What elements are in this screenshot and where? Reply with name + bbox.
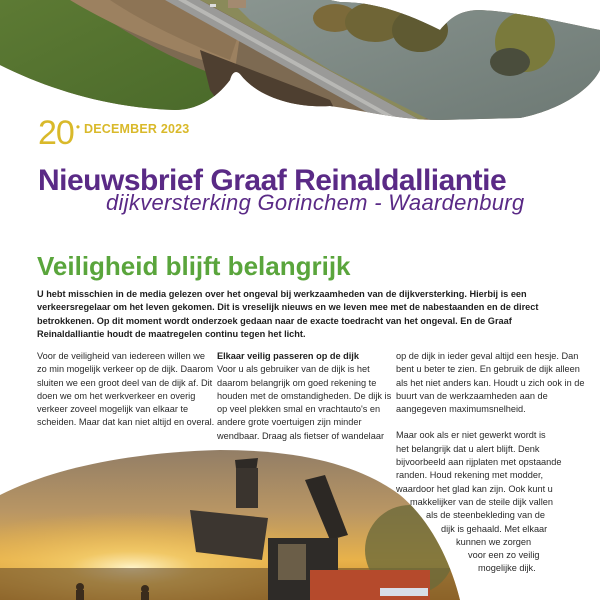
- top-aerial-photo: [0, 0, 600, 130]
- column-3-line: makkelijker van de steile dijk vallen: [410, 496, 553, 507]
- date-month-year: DECEMBER 2023: [84, 122, 190, 136]
- date-day: 20: [38, 114, 74, 152]
- column-3-line: voor een zo veilig: [468, 550, 540, 561]
- column-3-line: mogelijke dijk.: [478, 563, 536, 574]
- newsletter-title: Nieuwsbrief Graaf Reinaldalliantie: [38, 164, 507, 197]
- article-headline: Veiligheid blijft belangrijk: [37, 251, 351, 281]
- article-column-2: [217, 350, 397, 443]
- column-3-line: randen. Houd rekening met modder,: [396, 470, 544, 481]
- column-3-line: bijvoorbeeld aan rijplaten met opstaande: [396, 457, 562, 468]
- newsletter-subtitle: dijkversterking Gorinchem - Waardenburg: [106, 190, 525, 215]
- column-3-line: kunnen we zorgen: [456, 536, 532, 547]
- article-lead: U hebt misschien in de media gelezen over het ongeval bij werkzaamheden van de dijkversterking. Hierbij is een verkeersregelaar om het leven gekomen. Dit is vreselijk nieuws en we leven mee met de nabestaanden en de direct betrokkenen. Op dit moment wordt onderzoek gedaan naar de exacte toedracht van het ongeval. En de Graaf Reinaldalliantie houdt de maatregelen continu tegen het licht.: [37, 289, 539, 339]
- issue-date: [38, 116, 189, 150]
- column-3-line: Maar ook als er niet gewerkt wordt is: [396, 430, 546, 441]
- date-separator: •: [75, 120, 81, 134]
- column-3-line: het belangrijk dat u alert blijft. Denk: [396, 443, 540, 454]
- column-2-text: Voor u als gebruiker van de dijk is het daarom belangrijk om goed rekening te houden met de omstandigheden. De dijk is op veel plekken smal en vrachtauto's en andere grote voertuigen zijn minder wendbaar. Draag als fietser of wandelaar: [217, 364, 392, 441]
- column-3-line: als de steenbekleding van de: [426, 510, 546, 521]
- column-3-paragraph-1: op de dijk in ieder geval altijd een hesje. Dan bent u beter te zien. En gebruik de dijk alleen als het niet anders kan. Houdt u zich ook in de buurt van de werkzaamheden aan de aangegeven maximumsnelheid.: [396, 351, 585, 415]
- column-1-text: Voor de veiligheid van iedereen willen we zo min mogelijk verkeer op de dijk. Daarom sluiten we een groot deel van de dijk af. Dit doen we om het werkverkeer en overig verkeer zoveel mogelijk van elkaar te scheiden. Maar dat kan niet altijd en overal.: [37, 351, 215, 428]
- column-3-line: waardoor het glad kan zijn. Ook kunt u: [396, 483, 553, 494]
- article-column-3: [396, 350, 586, 576]
- article-column-1: [37, 350, 217, 430]
- column-3-paragraph-2: [396, 429, 586, 575]
- column-3-line: dijk is gehaald. Met elkaar: [441, 523, 548, 534]
- column-2-subheading: Elkaar veilig passeren op de dijk: [217, 351, 359, 361]
